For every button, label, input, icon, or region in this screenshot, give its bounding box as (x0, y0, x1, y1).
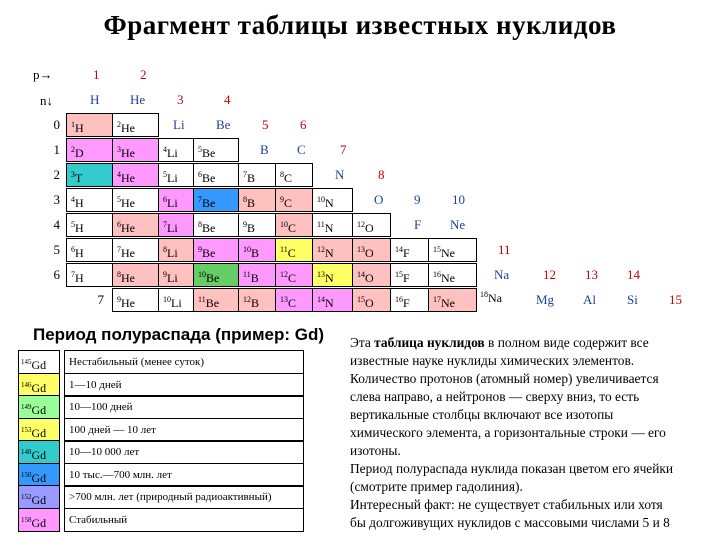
nuclide-symbol: Be (202, 246, 216, 260)
nuclide-mass: 6 (117, 220, 121, 229)
nuclide-symbol: N (324, 221, 334, 235)
nuclide-mass: 4 (117, 170, 121, 179)
nuclide-symbol: B (251, 246, 260, 260)
nuclide-symbol: Li (167, 196, 178, 210)
nuclide-symbol: C (284, 196, 293, 210)
nuclide-mass: 2 (117, 120, 121, 129)
para-line-1-a: Эта (350, 335, 375, 350)
para-line-11: бы долгоживущих нуклидов с массовыми числами 5 и 8 (350, 515, 670, 530)
proton-number-2: 2 (140, 67, 147, 82)
nuclide-symbol: N (325, 271, 334, 285)
proton-number-13: 13 (585, 267, 598, 282)
legend-row (18, 485, 304, 509)
nuclide-mass: 8 (163, 245, 167, 254)
nuclide-cell (66, 138, 113, 162)
proton-number-15: 15 (669, 292, 682, 307)
nuclide-cell (112, 263, 159, 287)
nuclide-cell (275, 213, 313, 237)
nuclide-cell (66, 213, 113, 237)
nuclide-symbol: Ne (441, 296, 455, 310)
nuclide-symbol: He (121, 246, 135, 260)
para-line-3: Количество протонов (атомный номер) увеличивается (350, 371, 659, 386)
nuclide-cell (238, 213, 276, 237)
legend-isotope-mass: 150 (21, 470, 32, 479)
nuclide-mass: 7 (71, 270, 75, 279)
nuclide-mass: 4 (71, 195, 75, 204)
nuclide-mass: 15 (357, 295, 365, 304)
nuclide-symbol: He (121, 196, 135, 210)
nuclide-mass: 17 (433, 295, 441, 304)
nuclide-cell (390, 288, 429, 312)
element-li: Li (173, 117, 185, 132)
nuclide-mass: 15 (395, 270, 403, 279)
neutron-number-7: 7 (97, 292, 104, 307)
nuclide-cell (352, 288, 391, 312)
legend-isotope-symbol: Gd (31, 425, 47, 440)
nuclide-mass: 5 (163, 170, 167, 179)
nuclide-mass: 11 (317, 220, 325, 229)
nuclide-mass: 12 (280, 270, 288, 279)
nuclide-mass: 8 (280, 170, 284, 179)
nuclide-mass: 10 (198, 270, 206, 279)
nuclide-cell (193, 213, 239, 237)
nuclide-symbol: Be (202, 171, 216, 185)
legend-isotope-mass: 152 (21, 493, 32, 501)
nuclide-cell (66, 188, 113, 212)
nuclide-symbol: B (247, 196, 256, 210)
nuclide-cell (193, 263, 239, 287)
nuclide-symbol: Be (205, 296, 220, 310)
nuclide-cell (193, 188, 239, 212)
nuclide-cell (193, 238, 239, 262)
legend-isotope-symbol: Gd (31, 493, 47, 507)
para-line-2: известные науке нуклиды химических элементов. (350, 353, 635, 368)
nuclide-cell (112, 188, 159, 212)
nuclide-mass: 11 (280, 245, 288, 254)
nuclide-symbol: Li (167, 271, 178, 285)
legend-description: 1—10 дней (64, 373, 304, 397)
nuclide-symbol: T (75, 171, 83, 185)
nuclide-mass: 13 (280, 295, 288, 304)
nuclide-mass: 14 (357, 270, 365, 279)
nuclide-symbol: He (121, 121, 135, 135)
nuclide-mass: 8 (198, 220, 202, 229)
element-b: B (260, 142, 269, 157)
legend-isotope-mass: 146 (21, 380, 32, 389)
nuclide-mass: 9 (117, 295, 121, 304)
nuclide-cell (112, 163, 159, 187)
legend-isotope-mass: 158 (21, 515, 32, 524)
proton-number-10: 10 (452, 192, 465, 207)
nuclide-mass: 16 (433, 270, 441, 279)
nuclide-symbol: C (284, 171, 293, 185)
legend-isotope (18, 463, 60, 487)
nuclide-cell (112, 113, 159, 137)
proton-number-3: 3 (177, 92, 184, 107)
neutron-number-6: 6 (53, 267, 60, 282)
nuclide-cell (66, 163, 113, 187)
nuclide-symbol: B (250, 271, 259, 285)
nuclide-mass: 5 (117, 195, 121, 204)
nuclide-symbol: H (75, 246, 84, 260)
nuclide-cell (428, 288, 477, 312)
legend-description: 10—10 000 лет (64, 440, 304, 464)
legend-row (18, 395, 304, 419)
proton-number-4: 4 (224, 92, 231, 107)
nuclide-cell (238, 188, 276, 212)
nuclide-cell (112, 288, 159, 312)
legend-description: 100 дней — 10 лет (64, 418, 304, 442)
nuclide-symbol: O (365, 246, 374, 260)
nuclide-cell (275, 288, 313, 312)
proton-number-14: 14 (627, 267, 640, 282)
nuclide-symbol: N (325, 296, 334, 310)
nuclide-cell (390, 263, 429, 287)
para-line-6: химического элемента, а горизонтальные строки — его (350, 425, 666, 440)
neutron-number-3: 3 (53, 192, 60, 207)
element-mg: Mg (536, 292, 555, 307)
nuclide-mass: 10 (317, 195, 325, 204)
description-paragraph (350, 334, 715, 532)
nuclide-cell (112, 213, 159, 237)
nuclide-cell (312, 213, 353, 237)
legend-row (18, 373, 304, 397)
nuclide-cell (312, 238, 353, 262)
para-line-1 (350, 334, 715, 352)
legend-isotope-symbol: Gd (31, 358, 47, 372)
legend-description: Стабильный (64, 508, 304, 532)
neutron-number-4: 4 (53, 217, 60, 232)
nuclide-symbol: He (121, 146, 135, 160)
element-ne: Ne (450, 217, 466, 232)
legend-isotope (18, 395, 60, 419)
nuclide-mass: 4 (163, 145, 167, 154)
nuclide-na18-symbol: Na (488, 291, 502, 305)
proton-number-7: 7 (340, 142, 347, 157)
legend-isotope-symbol: Gd (31, 448, 47, 462)
nuclide-symbol: N (325, 196, 334, 210)
proton-axis-label: p→ (33, 67, 53, 82)
nuclide-symbol: He (121, 171, 135, 185)
legend-description: 10 тыс.—700 млн. лет (64, 463, 304, 487)
nuclide-symbol: H (75, 271, 84, 285)
legend-isotope-symbol: Gd (31, 470, 47, 485)
nuclide-cell (275, 188, 313, 212)
nuclide-symbol: He (121, 221, 135, 235)
element-he: He (130, 92, 146, 107)
nuclide-symbol: C (288, 221, 297, 235)
proton-number-6: 6 (300, 117, 307, 132)
nuclide-mass: 12 (357, 220, 365, 229)
nuclide-cell (275, 238, 313, 262)
nuclide-symbol: D (75, 146, 84, 160)
nuclide-cell (66, 263, 113, 287)
para-line-7: изотоны. (350, 443, 401, 458)
nuclide-cell (193, 163, 239, 187)
nuclide-symbol: F (403, 246, 410, 260)
legend-isotope-symbol: Gd (31, 515, 47, 530)
legend-isotope-mass: 153 (21, 425, 32, 434)
legend-description: Нестабильный (менее суток) (64, 350, 304, 374)
nuclide-cell (66, 113, 113, 137)
legend-isotope-mass: 145 (21, 358, 32, 366)
nuclide-cell (428, 263, 477, 287)
neutron-number-0: 0 (53, 117, 60, 132)
nuclide-symbol: Li (167, 171, 178, 185)
nuclide-symbol: Be (202, 146, 216, 160)
nuclide-symbol: C (288, 271, 297, 285)
neutron-number-1: 1 (53, 142, 60, 157)
nuclide-mass: 10 (243, 245, 251, 254)
nuclide-na18-mass: 18 (480, 290, 488, 299)
nuclide-symbol: F (403, 296, 410, 310)
nuclide-symbol: Ne (441, 246, 455, 260)
nuclide-mass: 1 (71, 120, 75, 129)
nuclide-cell (238, 263, 276, 287)
nuclide-cell (193, 138, 239, 162)
proton-number-12: 12 (543, 267, 556, 282)
nuclide-cell (238, 238, 276, 262)
element-f: F (414, 217, 422, 232)
nuclide-mass: 9 (243, 220, 247, 229)
nuclide-mass: 11 (198, 295, 206, 304)
legend-row (18, 418, 304, 442)
proton-number-1: 1 (93, 67, 100, 82)
nuclide-mass: 7 (163, 220, 167, 229)
legend-isotope (18, 440, 60, 464)
nuclide-cell (112, 238, 159, 262)
para-line-10: Интересный факт: не существует стабильных или хотя (350, 497, 663, 512)
nuclide-cell (352, 213, 391, 237)
nuclide-cell (352, 238, 391, 262)
nuclide-cell (428, 238, 477, 262)
para-line-5: вертикальные столбцы включают все изотопы (350, 407, 614, 422)
nuclide-symbol: C (287, 246, 296, 260)
nuclide-mass: 11 (243, 270, 251, 279)
para-line-4: слева направо, а нейтронов — сверху вниз, то есть (350, 389, 640, 404)
nuclide-mass: 7 (243, 170, 247, 179)
nuclide-symbol: He (121, 271, 135, 285)
nuclide-mass: 7 (117, 245, 121, 254)
para-line-1-c: в полном виде содержит все (484, 335, 649, 350)
nuclide-symbol: B (247, 171, 256, 185)
neutron-number-5: 5 (53, 242, 60, 257)
nuclide-mass: 5 (198, 145, 202, 154)
legend-row (18, 440, 304, 464)
nuclide-cell (275, 263, 313, 287)
nuclide-mass: 8 (243, 195, 247, 204)
nuclide-na18 (480, 290, 502, 306)
nuclide-symbol: Be (202, 221, 216, 235)
legend-row (18, 463, 304, 487)
nuclide-mass: 13 (357, 245, 365, 254)
nuclide-symbol: O (365, 271, 374, 285)
para-line-9: (смотрите пример гадолиния). (350, 479, 523, 494)
legend-isotope-symbol: Gd (31, 403, 47, 417)
nuclide-symbol: B (251, 296, 260, 310)
proton-number-9: 9 (414, 192, 421, 207)
element-si: Si (627, 292, 638, 307)
element-be: Be (216, 117, 231, 132)
neutron-number-2: 2 (53, 167, 60, 182)
legend-isotope (18, 373, 60, 397)
element-n: N (335, 167, 345, 182)
nuclide-cell (312, 288, 353, 312)
nuclide-symbol: He (121, 296, 135, 310)
nuclide-mass: 9 (198, 245, 202, 254)
element-h: H (90, 92, 100, 107)
nuclide-cell (312, 263, 353, 287)
legend-isotope-mass: 148 (21, 448, 32, 456)
nuclide-symbol: Be (206, 271, 220, 285)
nuclide-mass: 7 (198, 195, 202, 204)
nuclide-symbol: Li (167, 146, 178, 160)
element-o: O (374, 192, 384, 207)
element-c: C (297, 142, 306, 157)
nuclide-mass: 14 (395, 245, 403, 254)
nuclide-symbol: Li (167, 246, 178, 260)
nuclide-symbol: Ne (441, 271, 455, 285)
legend-isotope (18, 485, 60, 509)
para-line-1-bold: таблица нуклидов (374, 335, 485, 350)
nuclide-mass: 15 (433, 245, 441, 254)
nuclide-symbol: H (75, 221, 84, 235)
nuclide-mass: 9 (280, 195, 284, 204)
legend-description: 10—100 дней (64, 395, 304, 419)
legend-isotope (18, 350, 60, 374)
element-al: Al (583, 292, 596, 307)
nuclide-cell (66, 238, 113, 262)
nuclide-symbol: Be (202, 196, 216, 210)
nuclide-mass: 6 (198, 170, 202, 179)
nuclide-cell (238, 163, 276, 187)
nuclide-mass: 9 (163, 270, 167, 279)
page-title: Фрагмент таблицы известных нуклидов (103, 10, 617, 40)
proton-number-5: 5 (262, 117, 269, 132)
nuclide-mass: 3 (71, 170, 75, 179)
legend-isotope-symbol: Gd (31, 380, 47, 395)
nuclide-symbol: O (365, 296, 374, 310)
nuclide-mass: 6 (163, 195, 167, 204)
nuclide-cell (352, 263, 391, 287)
legend-isotope (18, 508, 60, 532)
legend-row (18, 350, 304, 374)
nuclide-symbol: Li (167, 221, 178, 235)
neutron-axis-label: n↓ (40, 93, 53, 108)
nuclide-cell (275, 163, 313, 187)
nuclide-cell (238, 288, 276, 312)
nuclide-mass: 10 (163, 295, 171, 304)
nuclide-cell (390, 238, 429, 262)
proton-number-11: 11 (498, 242, 511, 257)
nuclide-cell (112, 138, 159, 162)
nuclide-symbol: N (325, 246, 334, 260)
nuclide-mass: 13 (317, 270, 325, 279)
nuclide-mass: 12 (243, 295, 251, 304)
nuclide-symbol: F (403, 271, 410, 285)
half-life-title: Период полураспада (пример: Gd) (33, 325, 325, 344)
nuclide-symbol: C (288, 296, 297, 310)
nuclide-mass: 5 (71, 220, 75, 229)
nuclide-mass: 14 (317, 295, 325, 304)
legend-isotope (18, 418, 60, 442)
nuclide-symbol: O (365, 221, 374, 235)
element-na: Na (494, 267, 510, 282)
nuclide-cell (193, 288, 239, 312)
nuclide-symbol: H (75, 196, 84, 210)
nuclide-mass: 16 (395, 295, 403, 304)
proton-number-8: 8 (378, 167, 385, 182)
para-line-8: Период полураспада нуклида показан цветом его ячейки (350, 461, 674, 476)
nuclide-mass: 6 (71, 245, 75, 254)
legend-isotope-mass: 149 (21, 403, 32, 411)
nuclide-mass: 12 (317, 245, 325, 254)
nuclide-symbol: B (247, 221, 256, 235)
nuclide-mass: 8 (117, 270, 121, 279)
nuclide-mass: 3 (117, 145, 121, 154)
nuclide-symbol: H (75, 121, 84, 135)
nuclide-mass: 10 (280, 220, 288, 229)
legend-row (18, 508, 304, 532)
nuclide-cell (312, 188, 353, 212)
legend-description: >700 млн. лет (природный радиоактивный) (64, 485, 304, 509)
nuclide-symbol: Li (171, 296, 182, 310)
nuclide-mass: 2 (71, 145, 75, 154)
